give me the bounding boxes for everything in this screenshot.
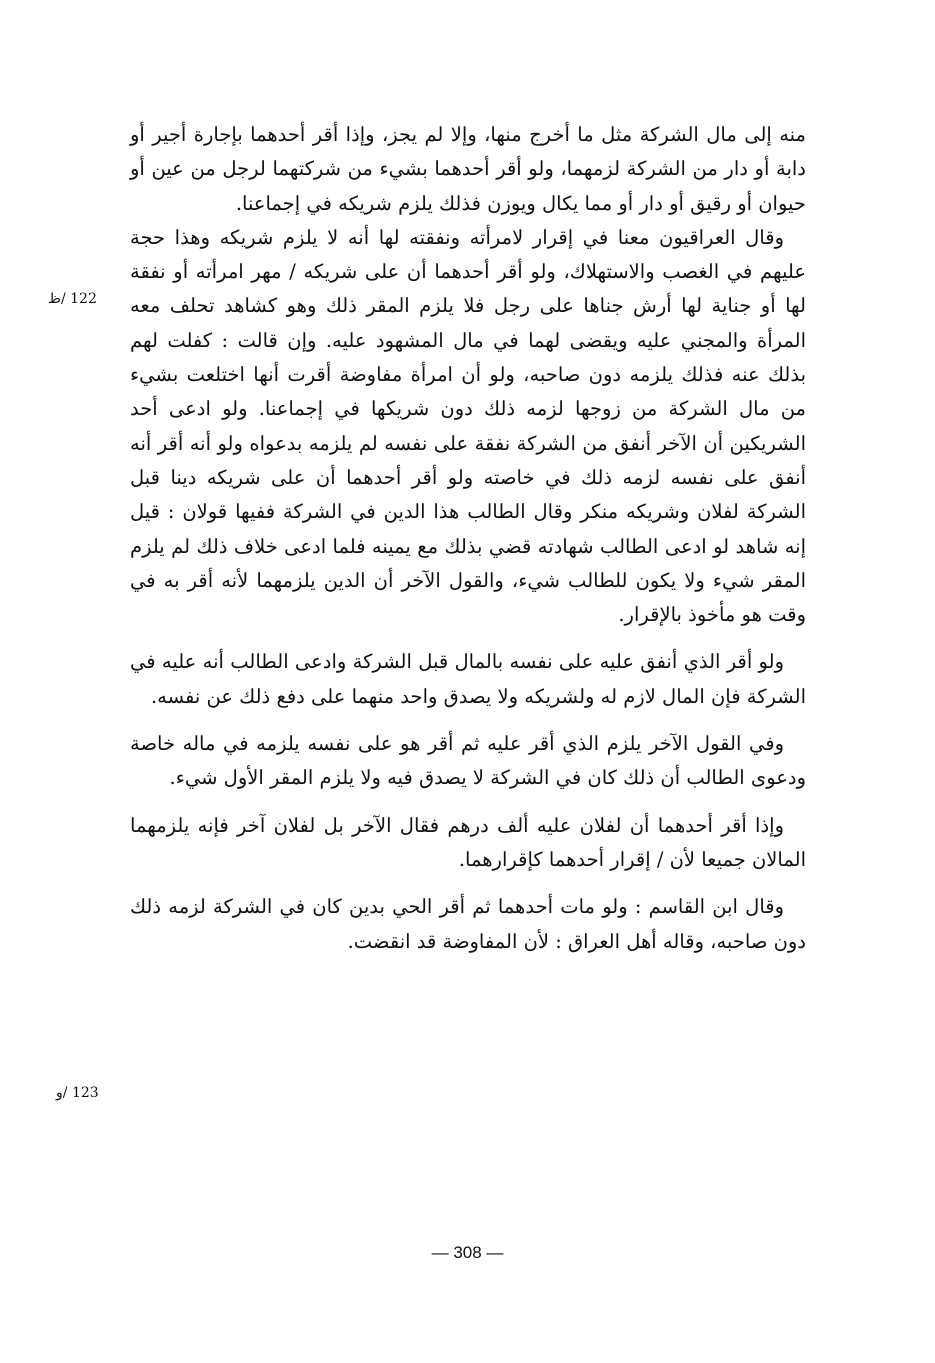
- paragraph: وقال ابن القاسم : ولو مات أحدهما ثم أقر الحي بدين كان في الشركة لزمه ذلك دون صاحبه، وقاله أهل العراق : لأن المفاوضة قد انقضت.: [130, 895, 806, 953]
- paragraph: وفي القول الآخر يلزم الذي أقر عليه ثم أقر هو على نفسه يلزمه في ماله خاصة ودعوى الطالب أن ذلك كان في الشركة لا يصدق فيه ولا يلزم المقر الأول شيء.: [130, 732, 806, 790]
- folio-margin-note: 122 /ظ: [48, 291, 97, 307]
- paragraph: منه إلى مال الشركة مثل ما أخرج منها، وإلا لم يجز، وإذا أقر أحدهما بإجارة أجير أو دابة أو دار من الشركة لزمهما، ولو أقر أحدهما بشيء من شركتهما لرجل من عين أو حيوان أو رقيق أو دار أو مما يكال ويوزن فذلك يلزم شريكه في إجماعنا.: [130, 123, 806, 215]
- paragraph: وقال العراقيون معنا في إقرار لامرأته ونفقته لها أنه لا يلزم شريكه وهذا حجة عليهم في الغصب والاستهلاك، ولو أقر أحدهما أن على شريكه / مهر امرأته أو نفقة لها أو جناية لها أرش جناها على رجل فلا يلزم المقر ذلك وهو كشاهد تحلف معه المرأة والمجني عليه ويقضى لهما في مال المشهود عليه. وإن قالت : كفلت لهم بذلك عنه فذلك يلزمه دون صاحبه، ولو أن امرأة مفاوضة أقرت أنها اختلعت بشيء من مال الشركة من زوجها لزمه ذلك دون شريكها في إجماعنا. ولو ادعى أحد الشريكين أن الآخر أنفق من الشركة نفقة على نفسه لم يلزمه بدعواه ولو أنه أقر أنه أنفق على نفسه لزمه ذلك في خاصته ولو أقر أحدهما أن على شريكه دينا قبل الشركة لفلان وشريكه منكر وقال الطالب هذا الدين في الشركة ففيها قولان : قيل إنه شاهد لو ادعى الطالب شهادته قضي بذلك مع يمينه فلما ادعى خلاف ذلك لم يلزم المقر شيء ولا يكون للطالب شيء، والقول الآخر أن الدين يلزمهما لأنه أقر به في وقت هو مأخوذ بالإقرار.: [130, 225, 806, 627]
- paragraph: وإذا أقر أحدهما أن لفلان عليه ألف درهم فقال الآخر بل لفلان آخر فإنه يلزمهما المالان جميعا لأن / إقرار أحدهما كإقرارهما.: [130, 813, 806, 871]
- page-number: — 308 —: [431, 1243, 504, 1262]
- page-body: [130, 118, 806, 959]
- paragraph: ولو أقر الذي أنفق عليه على نفسه بالمال قبل الشركة وادعى الطالب أنه عليه في الشركة فإن المال لازم له ولشريكه ولا يصدق واحد منهما على دفع ذلك عن نفسه.: [130, 650, 806, 708]
- folio-margin-note: 123 /و: [56, 1085, 99, 1101]
